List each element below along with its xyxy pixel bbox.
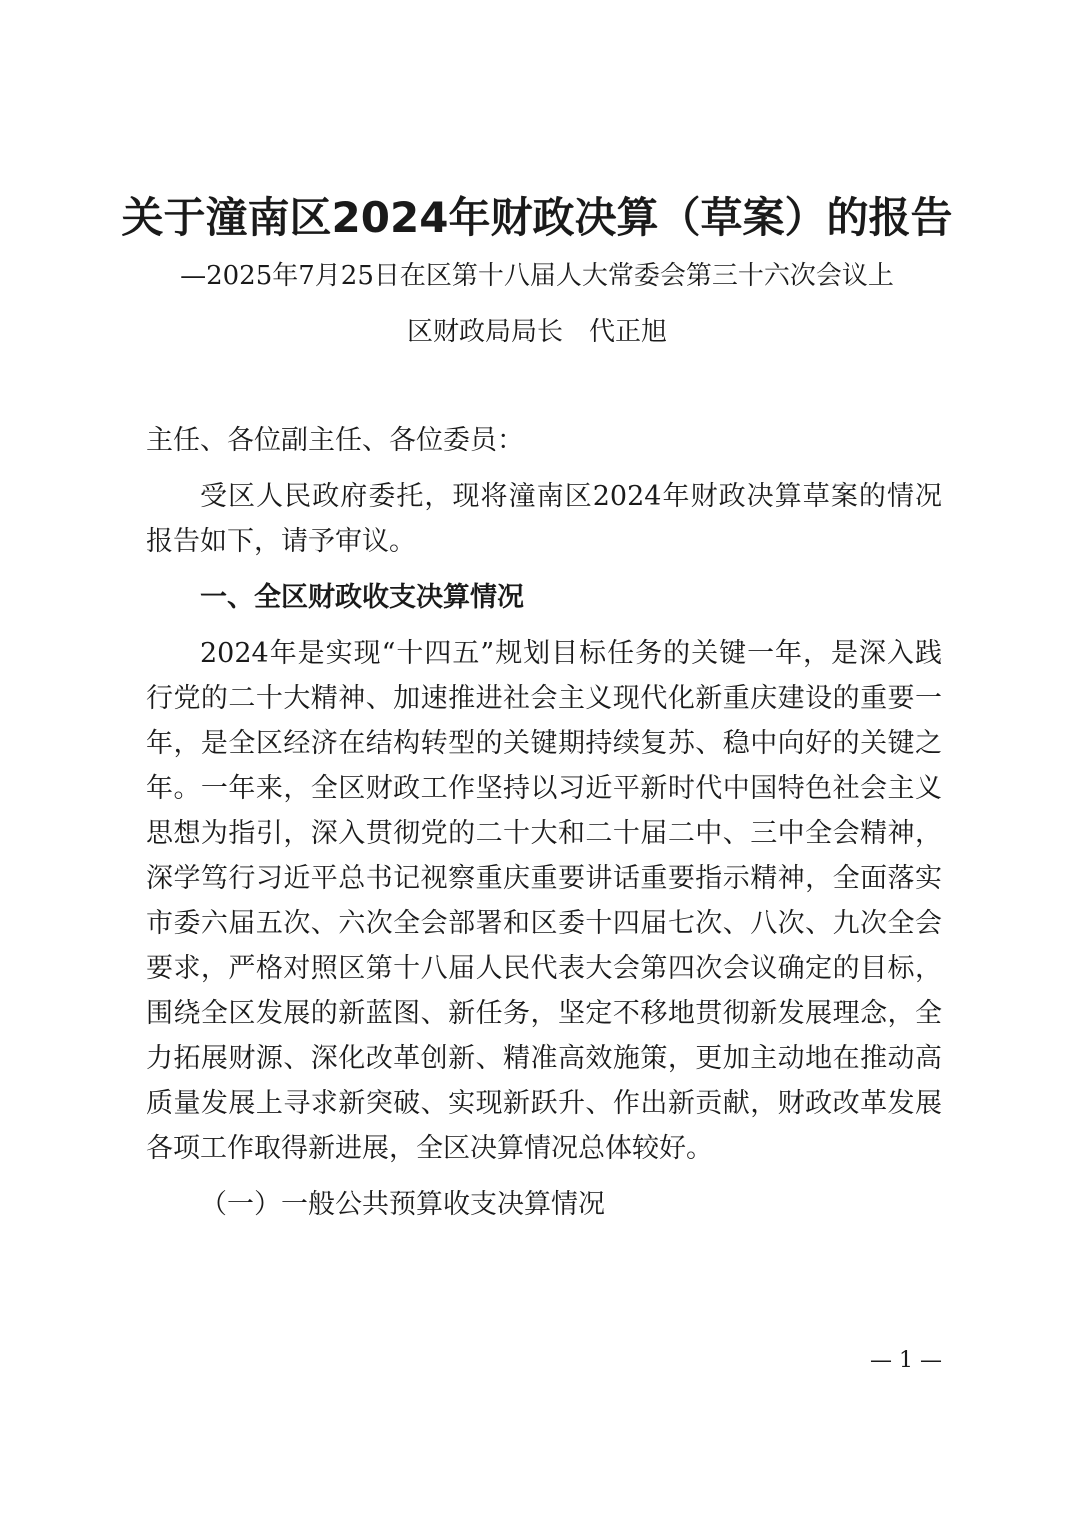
page-number: — 1 —: [870, 1348, 942, 1373]
subsection-heading: （一）一般公共预算收支决算情况: [200, 1189, 605, 1220]
document-subtitle: —2025年7月25日在区第十八届人大常委会第三十六次会议上: [180, 261, 894, 291]
document-title: 关于潼南区2024年财政决算（草案）的报告: [121, 193, 953, 242]
document-body: [146, 418, 942, 1238]
document-author: 区财政局局长 代正旭: [406, 317, 667, 347]
salutation: 主任、各位副主任、各位委员：: [146, 425, 524, 456]
intro-paragraph: 受区人民政府委托，现将潼南区2024年财政决算草案的情况报告如下，请予审议。: [146, 481, 942, 557]
section-paragraph: 2024年是实现“十四五”规划目标任务的关键一年，是深入践行党的二十大精神、加速推进社会主义现代化新重庆建设的重要一年，是全区经济在结构转型的关键期持续复苏、稳中向好的关键之年。一年来，全区财政工作坚持以习近平新时代中国特色社会主义思想为指引，深入贯彻党的二十大和二十届二中、三中全会精神，深学笃行习近平总书记视察重庆重要讲话重要指示精神，全面落实市委六届五次、六次全会部署和区委十四届七次、八次、九次全会要求，严格对照区第十八届人民代表大会第四次会议确定的目标，围绕全区发展的新蓝图、新任务，坚定不移地贯彻新发展理念，全力拓展财源、深化改革创新、精准高效施策，更加主动地在推动高质量发展上寻求新突破、实现新跃升、作出新贡献，财政改革发展各项工作取得新进展，全区决算情况总体较好。: [146, 638, 942, 1164]
section-heading: 一、全区财政收支决算情况: [200, 582, 524, 613]
